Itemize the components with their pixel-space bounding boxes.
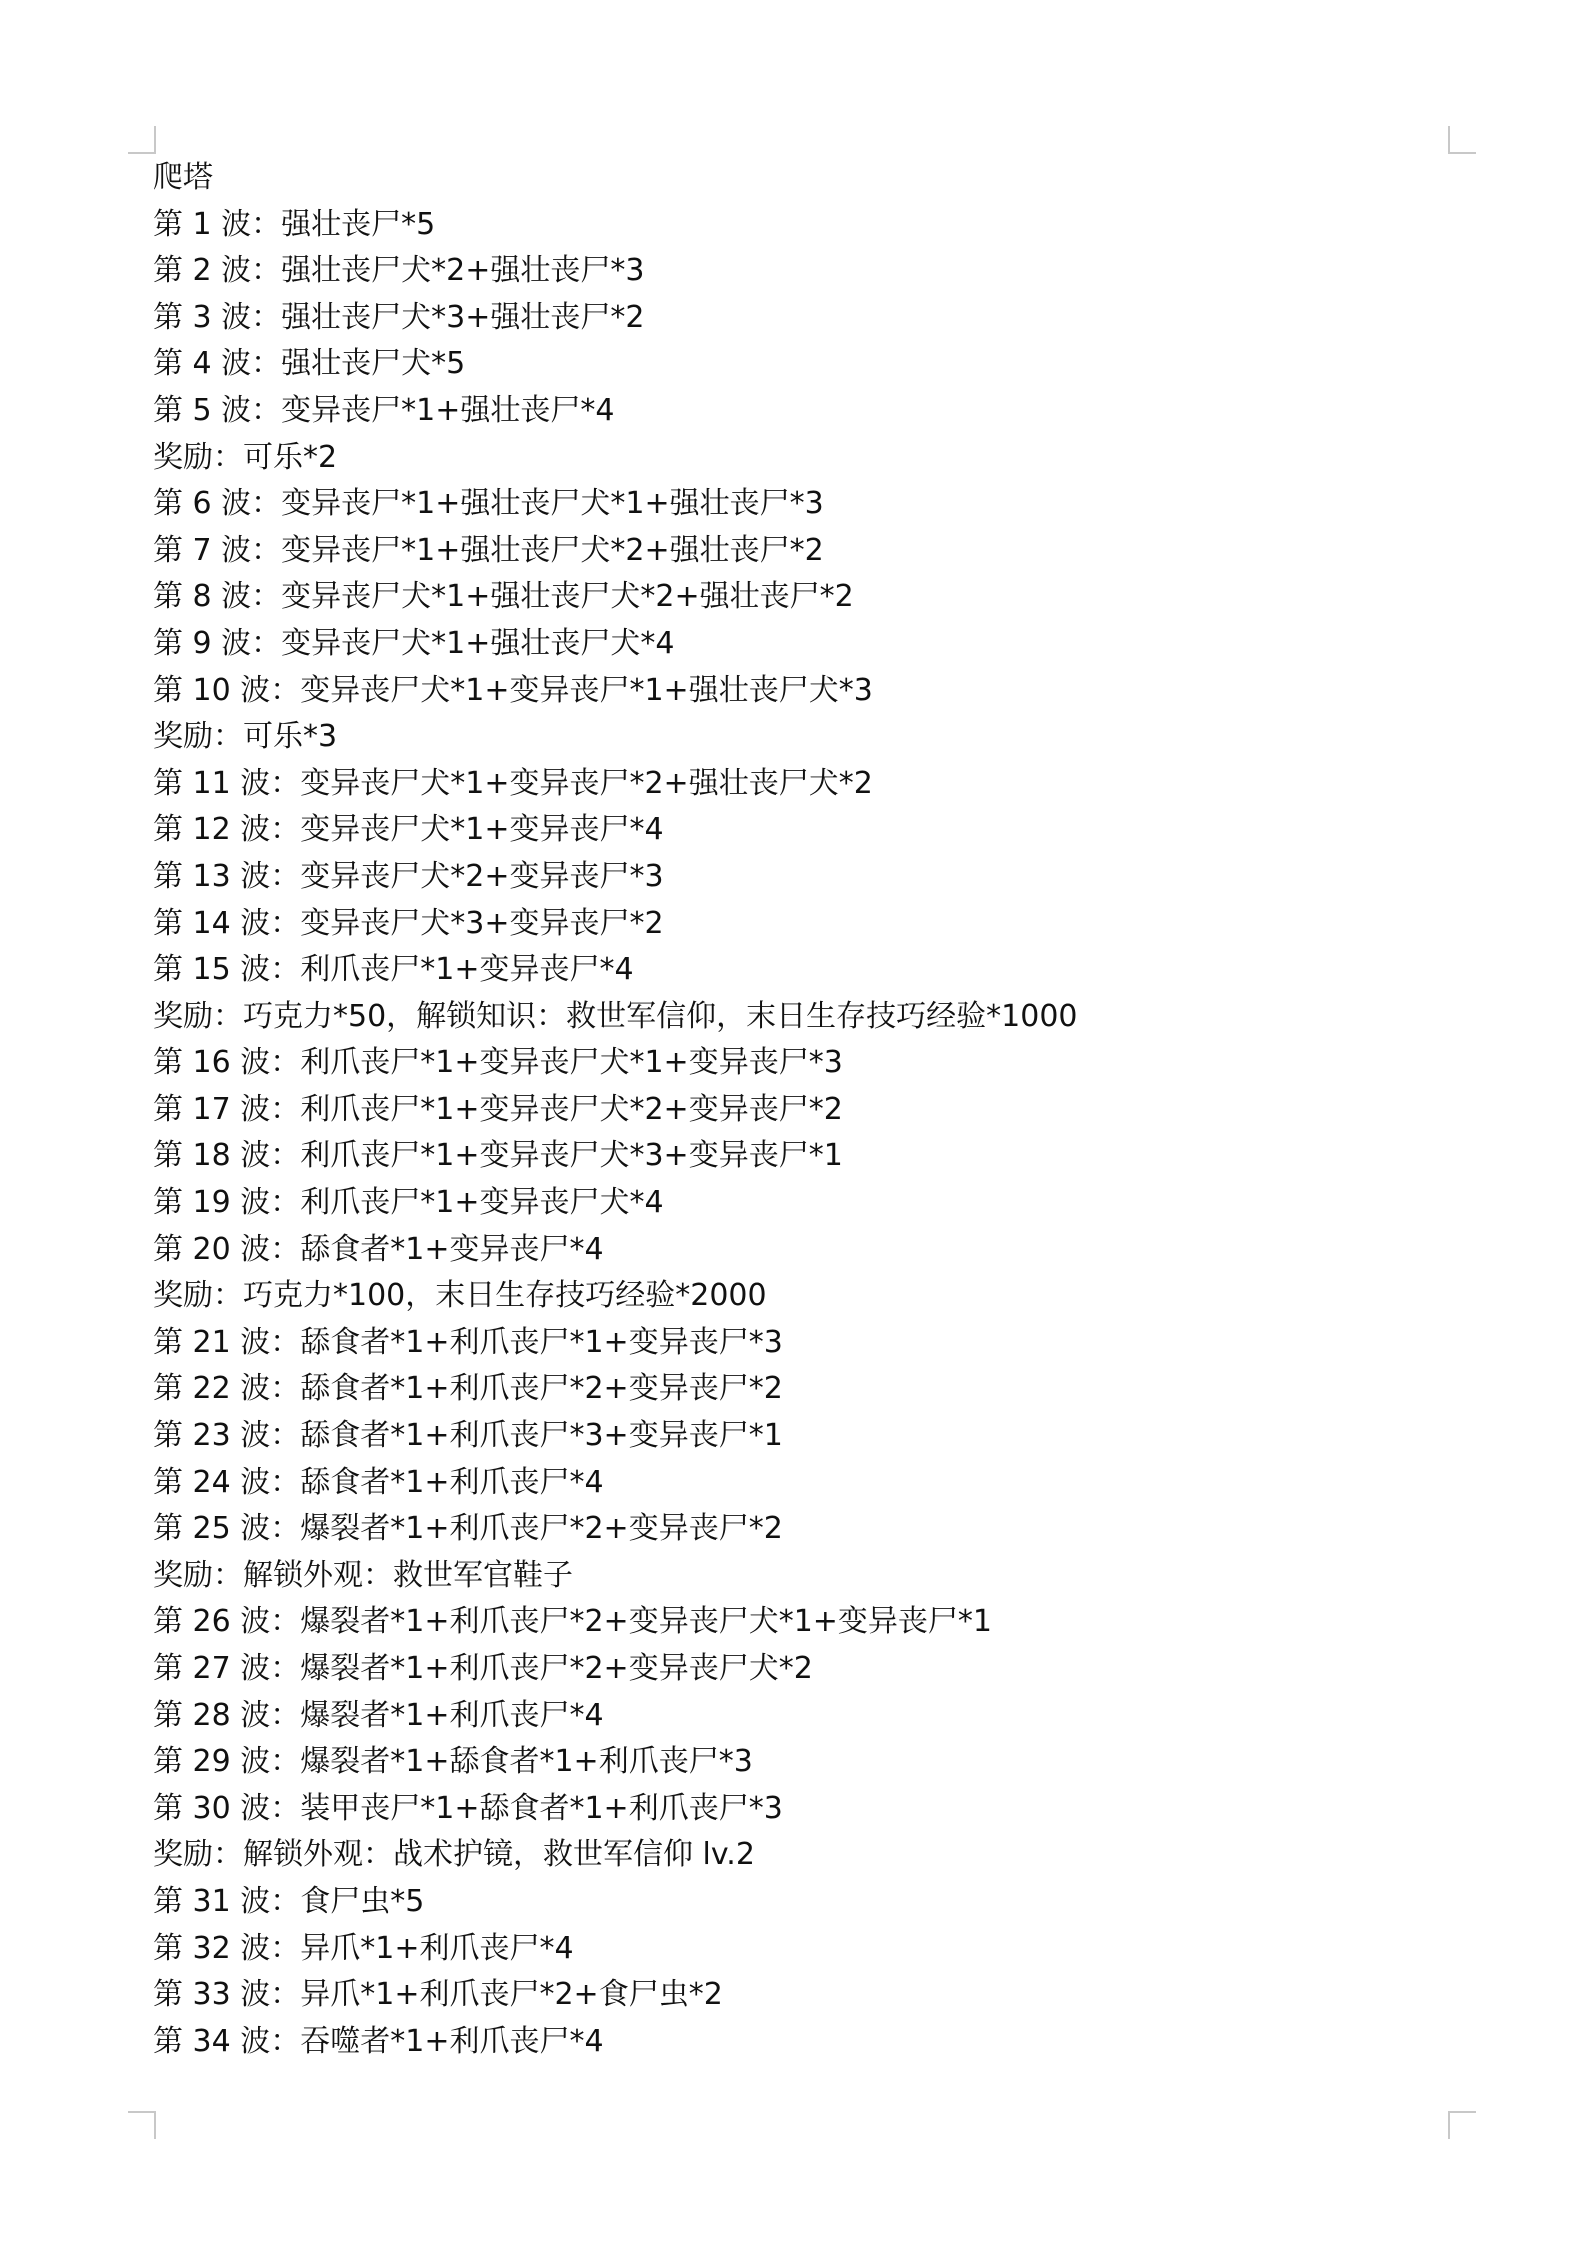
wave-line: 第 4 波：强壮丧尸犬*5 [153,346,466,382]
wave-line: 第 28 波：爆裂者*1+利爪丧尸*4 [153,1697,604,1733]
wave-line: 第 21 波：舔食者*1+利爪丧尸*1+变异丧尸*3 [153,1324,783,1360]
wave-line: 第 6 波：变异丧尸*1+强壮丧尸犬*1+强壮丧尸*3 [153,486,824,522]
crop-mark-bottom-left [128,2111,156,2139]
wave-line: 第 31 波：食尸虫*5 [153,1883,425,1919]
wave-line: 第 34 波：吞噬者*1+利爪丧尸*4 [153,2023,604,2059]
wave-line: 第 17 波：利爪丧尸*1+变异丧尸犬*2+变异丧尸*2 [153,1091,843,1127]
reward-line: 奖励：可乐*2 [153,439,338,475]
wave-line: 第 27 波：爆裂者*1+利爪丧尸*2+变异丧尸犬*2 [153,1651,813,1686]
wave-line: 第 8 波：变异丧尸犬*1+强壮丧尸犬*2+强壮丧尸*2 [153,579,854,615]
wave-line: 第 26 波：爆裂者*1+利爪丧尸*2+变异丧尸犬*1+变异丧尸*1 [153,1604,993,1640]
wave-line: 第 19 波：利爪丧尸*1+变异丧尸犬*4 [153,1185,664,1221]
document-body [153,155,1443,2065]
wave-line: 第 15 波：利爪丧尸*1+变异丧尸*4 [153,952,634,988]
wave-list [153,202,1443,2066]
wave-line: 第 30 波：装甲丧尸*1+舔食者*1+利爪丧尸*3 [153,1790,783,1826]
crop-mark-top-left [128,126,156,154]
reward-line: 奖励：巧克力*50，解锁知识：救世军信仰，末日生存技巧经验*1000 [153,998,1078,1034]
wave-line: 第 24 波：舔食者*1+利爪丧尸*4 [153,1464,604,1500]
wave-line: 第 29 波：爆裂者*1+舔食者*1+利爪丧尸*3 [153,1744,753,1780]
wave-line: 第 12 波：变异丧尸犬*1+变异丧尸*4 [153,812,664,848]
wave-line: 第 23 波：舔食者*1+利爪丧尸*3+变异丧尸*1 [153,1418,783,1454]
wave-line: 第 33 波：异爪*1+利爪丧尸*2+食尸虫*2 [153,1977,723,2013]
wave-line: 第 7 波：变异丧尸*1+强壮丧尸犬*2+强壮丧尸*2 [153,532,824,568]
reward-line: 奖励：解锁外观：救世军官鞋子 [153,1557,573,1593]
wave-line: 第 11 波：变异丧尸犬*1+变异丧尸*2+强壮丧尸犬*2 [153,765,873,801]
wave-line: 第 10 波：变异丧尸犬*1+变异丧尸*1+强壮丧尸犬*3 [153,672,873,708]
wave-line: 第 16 波：利爪丧尸*1+变异丧尸犬*1+变异丧尸*3 [153,1045,843,1081]
wave-line: 第 22 波：舔食者*1+利爪丧尸*2+变异丧尸*2 [153,1371,783,1407]
wave-line: 第 32 波：异爪*1+利爪丧尸*4 [153,1930,574,1966]
reward-line: 奖励：巧克力*100，末日生存技巧经验*2000 [153,1278,767,1314]
wave-line: 第 20 波：舔食者*1+变异丧尸*4 [153,1231,604,1267]
wave-line: 第 18 波：利爪丧尸*1+变异丧尸犬*3+变异丧尸*1 [153,1138,843,1174]
wave-line: 第 14 波：变异丧尸犬*3+变异丧尸*2 [153,905,664,941]
wave-line: 第 2 波：强壮丧尸犬*2+强壮丧尸*3 [153,253,645,289]
wave-line: 第 1 波：强壮丧尸*5 [153,206,436,242]
wave-line: 第 9 波：变异丧尸犬*1+强壮丧尸犬*4 [153,625,675,661]
reward-line: 奖励：解锁外观：战术护镜，救世军信仰 lv.2 [153,1837,755,1873]
wave-line: 第 5 波：变异丧尸*1+强壮丧尸*4 [153,392,615,428]
wave-line: 第 3 波：强壮丧尸犬*3+强壮丧尸*2 [153,299,645,335]
wave-line: 第 25 波：爆裂者*1+利爪丧尸*2+变异丧尸*2 [153,1511,783,1547]
document-title: 爬塔 [153,160,213,195]
reward-line: 奖励：可乐*3 [153,719,338,755]
crop-mark-top-right [1448,126,1476,154]
wave-line: 第 13 波：变异丧尸犬*2+变异丧尸*3 [153,858,664,894]
crop-mark-bottom-right [1448,2111,1476,2139]
